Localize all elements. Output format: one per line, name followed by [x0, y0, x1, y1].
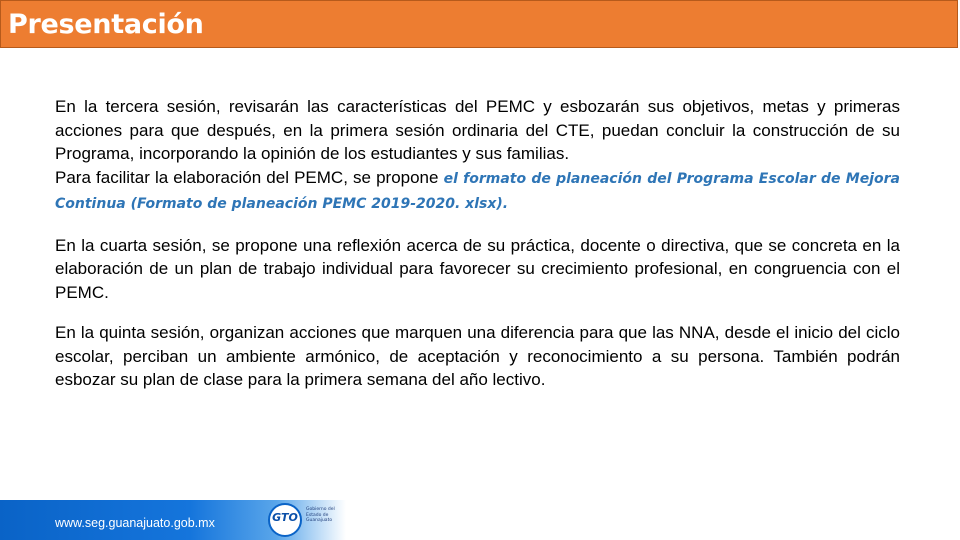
pemc-format-highlight: el formato de planeación del Programa Escolar de Mejora Continua (Formato de planeación PEMC 2019-2020. xlsx). [55, 170, 900, 212]
slide-body [55, 95, 900, 392]
paragraph-cuarta-sesion: En la cuarta sesión, se propone una reflexión acerca de su práctica, docente o directiva, que se concreta en la elaboración de un plan de trabajo individual para favorecer su crecimiento profesional, en congruencia con el PEMC. [55, 235, 900, 302]
slide-title: Presentación [8, 9, 204, 40]
gto-logo-text: GTO [272, 511, 298, 524]
gto-logo-caption: Gobierno del Estado de Guanajuato [306, 507, 335, 523]
footer-url-link[interactable]: www.seg.guanajuato.gob.mx [55, 516, 215, 530]
paragraph-lead-text: Para facilitar la elaboración del PEMC, se propone [55, 167, 439, 187]
title-bar [0, 0, 958, 48]
footer-bar [0, 500, 346, 540]
paragraph-text: En la tercera sesión, revisarán las características del PEMC y esbozarán sus objetivos, metas y primeras acciones para que después, en la primera sesión ordinaria del CTE, puedan concluir la construcción de su Programa, incorporando la opinión de los estudiantes y sus familias. [55, 97, 900, 163]
gto-logo [268, 503, 344, 537]
paragraph-tercera-sesion [55, 95, 900, 217]
paragraph-quinta-sesion: En la quinta sesión, organizan acciones que marquen una diferencia para que las NNA, desde el inicio del ciclo escolar, perciban un ambiente armónico, de aceptación y reconocimiento a su persona. También podrán esbozar su plan de clase para la primera semana del año lectivo. [55, 323, 900, 389]
